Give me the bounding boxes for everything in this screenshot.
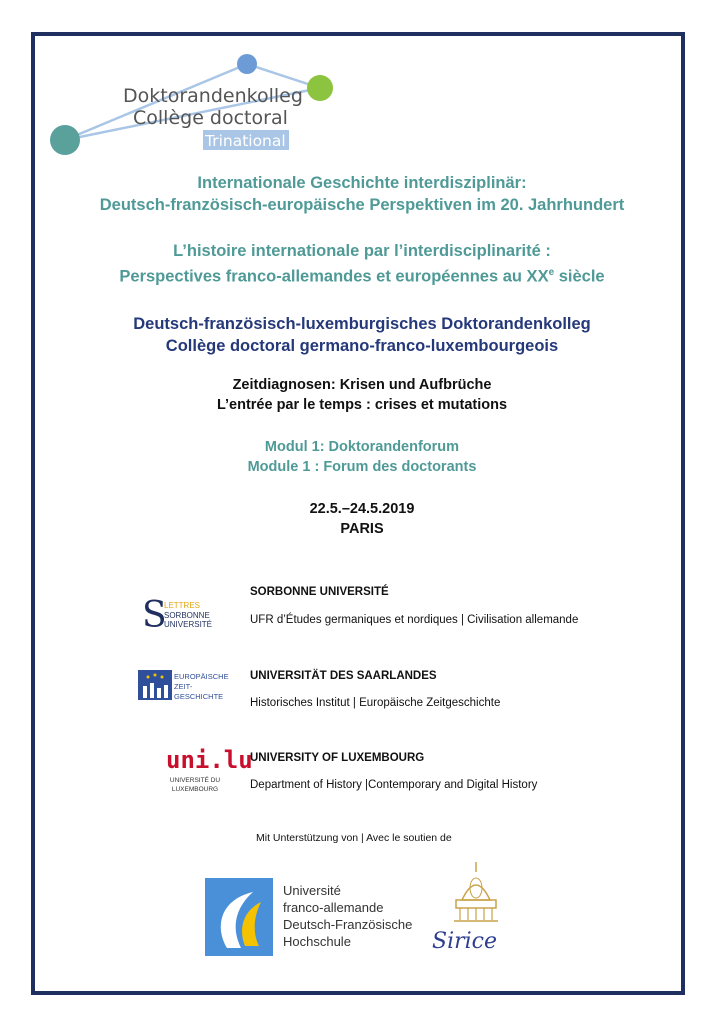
title-de-line-1: Internationale Geschichte interdisziplinär: <box>197 174 527 192</box>
event-date: 22.5.–24.5.2019 <box>309 501 415 517</box>
uni-lu-logo <box>160 742 253 800</box>
ufa-line-4: Hochschule <box>283 934 351 949</box>
module-fr: Module 1 : Forum des doctorants <box>247 459 477 475</box>
ufa-dfh-logo <box>205 878 415 958</box>
logo-line-3: Trinational <box>205 132 286 150</box>
title-fr-superscript: e <box>548 267 555 278</box>
kolleg-names <box>0 313 724 357</box>
partner-2-dept: Historisches Institut | Europäische Zeitgeschichte <box>250 697 501 709</box>
logo-line-1: Doktorandenkolleg <box>123 85 303 107</box>
support-label: Mit Unterstützung von | Avec le soutien de <box>256 832 452 844</box>
kolleg-de: Deutsch-französisch-luxemburgisches Doktorandenkolleg <box>133 315 591 333</box>
partner-3-dept: Department of History |Contemporary and Digital History <box>250 779 538 791</box>
logo-line-2: Collège doctoral <box>133 107 288 129</box>
module-de: Modul 1: Doktorandenforum <box>264 439 460 455</box>
kolleg-fr: Collège doctoral germano-franco-luxembourgeois <box>165 337 559 355</box>
sorbonne-logo-line-3: UNIVERSITÉ <box>164 620 213 629</box>
sirice-wordmark: Sirice <box>432 929 498 954</box>
sirice-logo <box>428 858 528 958</box>
partner-1-name: SORBONNE UNIVERSITÉ <box>250 586 389 598</box>
partner-2-name: UNIVERSITÄT DES SAARLANDES <box>250 670 437 682</box>
theme-de: Zeitdiagnosen: Krisen und Aufbrüche <box>232 377 492 393</box>
title-fr-line-2 <box>0 262 724 288</box>
event-date-place <box>0 499 724 539</box>
sorbonne-logo <box>140 595 230 635</box>
uni-lu-logo-wordmark: uni.lu <box>166 746 253 774</box>
partner-1-dept: UFR d’Études germaniques et nordiques | Civilisation allemande <box>250 614 579 626</box>
ez-logo-line-1: EUROPÄISCHE <box>174 672 229 681</box>
doktorandenkolleg-logo <box>45 50 345 160</box>
europaeische-zeitgeschichte-logo <box>138 668 238 704</box>
event-city: PARIS <box>340 521 384 537</box>
svg-text:S: S <box>142 595 167 636</box>
title-fr <box>0 240 724 288</box>
ez-logo-line-3: GESCHICHTE <box>174 692 224 701</box>
module <box>0 437 724 477</box>
ufa-line-1: Université <box>283 883 341 898</box>
uni-lu-logo-line-3: LUXEMBOURG <box>171 786 219 793</box>
uni-lu-logo-line-2: UNIVERSITÉ DU <box>169 777 221 784</box>
title-fr-line-2-text: Perspectives franco-allemandes et européennes au XX <box>119 267 549 286</box>
title-fr-line-2-end: siècle <box>554 267 605 286</box>
title-fr-line-1: L’histoire internationale par l’interdisciplinarité : <box>173 242 551 260</box>
theme-fr: L’entrée par le temps : crises et mutations <box>216 397 508 413</box>
sorbonne-logo-line-2: SORBONNE <box>164 611 210 620</box>
sorbonne-logo-line-1: LETTRES <box>164 601 201 610</box>
partner-3-name: UNIVERSITY OF LUXEMBOURG <box>250 752 425 764</box>
title-de <box>0 172 724 216</box>
theme <box>0 375 724 415</box>
ufa-line-3: Deutsch-Französische <box>283 917 413 932</box>
ez-logo-line-2: ZEIT- <box>174 682 193 691</box>
ufa-line-2: franco-allemande <box>283 900 384 915</box>
title-de-line-2: Deutsch-französisch-europäische Perspektiven im 20. Jahrhundert <box>99 196 625 214</box>
